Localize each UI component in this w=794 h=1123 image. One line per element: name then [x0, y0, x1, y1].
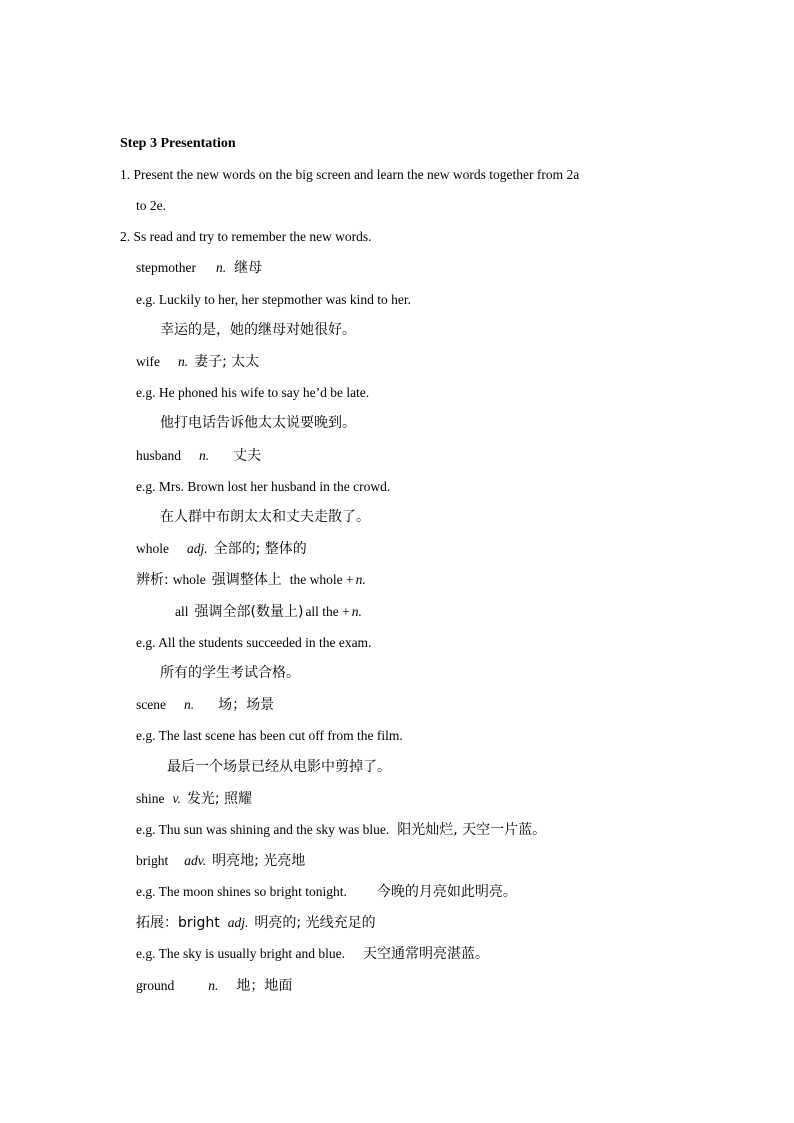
meaning: 场；场景	[218, 697, 275, 713]
term-note: 强调全部(数量上)	[194, 604, 304, 620]
vocab-husband	[136, 448, 261, 464]
example-translation: 阳光灿烂, 天空一片蓝。	[397, 822, 547, 838]
extension-line	[136, 915, 376, 931]
example-sentence: e.g. The moon shines so bright tonight.	[136, 884, 347, 899]
example-sentence: e.g. He phoned his wife to say he’d be late.	[136, 385, 370, 400]
example-line	[136, 946, 489, 962]
example-sentence: e.g. Mrs. Brown lost her husband in the crowd.	[136, 479, 391, 494]
word: wife	[136, 354, 160, 369]
example-translation: 所有的学生考试合格。	[160, 665, 300, 681]
vocab-shine	[136, 791, 252, 807]
word: ground	[136, 978, 175, 993]
example-translation: 今晚的月亮如此明亮。	[376, 884, 517, 900]
word: whole	[136, 541, 169, 556]
word: husband	[136, 448, 181, 463]
word: shine	[136, 791, 165, 806]
part-of-speech: adv.	[184, 853, 207, 868]
part-of-speech: adj.	[227, 915, 249, 930]
distinction-line-1	[136, 572, 366, 588]
meaning: 全部的; 整体的	[213, 541, 307, 557]
part-of-speech: n.	[178, 354, 189, 369]
item-1-line-1: 1. Present the new words on the big screen and learn the new words together from 2a	[120, 167, 580, 182]
word: stepmother	[136, 260, 196, 275]
meaning: 妻子; 太太	[194, 354, 260, 370]
example-line	[136, 884, 517, 900]
word: bright	[136, 853, 169, 868]
term-note: 强调整体上	[211, 572, 282, 588]
usage-pos: n.	[351, 604, 362, 619]
part-of-speech: n.	[183, 697, 195, 712]
meaning: 明亮的; 光线充足的	[254, 915, 376, 931]
part-of-speech: n.	[216, 260, 227, 275]
vocab-bright	[136, 853, 305, 869]
vocab-wife	[136, 354, 259, 370]
term: whole	[172, 572, 206, 587]
section-heading: Step 3 Presentation	[120, 136, 236, 151]
usage: all the +	[305, 604, 350, 619]
extension-label: 拓展：bright	[136, 915, 220, 931]
meaning: 地；地面	[236, 978, 293, 994]
vocab-whole	[136, 541, 307, 557]
meaning: 丈夫	[233, 448, 262, 464]
usage-pos: n.	[355, 572, 366, 587]
example-translation: 最后一个场景已经从电影中剪掉了。	[167, 759, 391, 775]
usage: the whole +	[289, 572, 354, 587]
word: scene	[136, 697, 166, 712]
example-sentence: e.g. The last scene has been cut off from the film.	[136, 728, 403, 743]
example-sentence: e.g. Luckily to her, her stepmother was kind to her.	[136, 292, 412, 307]
vocab-ground	[136, 978, 292, 994]
part-of-speech: v.	[172, 791, 181, 806]
example-sentence: e.g. Thu sun was shining and the sky was blue.	[136, 822, 390, 837]
example-translation: 天空通常明亮湛蓝。	[362, 946, 489, 962]
item-2: 2. Ss read and try to remember the new words.	[120, 229, 372, 244]
example-line	[136, 822, 546, 838]
term: all	[175, 604, 189, 619]
part-of-speech: adj.	[187, 541, 208, 556]
part-of-speech: n.	[208, 978, 219, 993]
example-sentence: e.g. The sky is usually bright and blue.	[136, 946, 345, 961]
distinction-line-2	[175, 604, 362, 620]
vocab-scene	[136, 697, 274, 713]
meaning: 发光; 照耀	[186, 791, 253, 807]
item-1-line-2: to 2e.	[136, 198, 166, 213]
vocab-stepmother	[136, 260, 262, 276]
example-translation: 他打电话告诉他太太说要晚到。	[160, 415, 356, 431]
meaning: 明亮地; 光亮地	[212, 853, 306, 869]
meaning: 继母	[234, 260, 263, 276]
example-translation: 幸运的是，她的继母对她很好。	[160, 322, 356, 338]
example-translation: 在人群中布朗太太和丈夫走散了。	[160, 509, 370, 525]
part-of-speech: n.	[199, 448, 210, 463]
distinction-label: 辨析:	[136, 572, 169, 588]
example-sentence: e.g. All the students succeeded in the exam.	[136, 635, 372, 650]
